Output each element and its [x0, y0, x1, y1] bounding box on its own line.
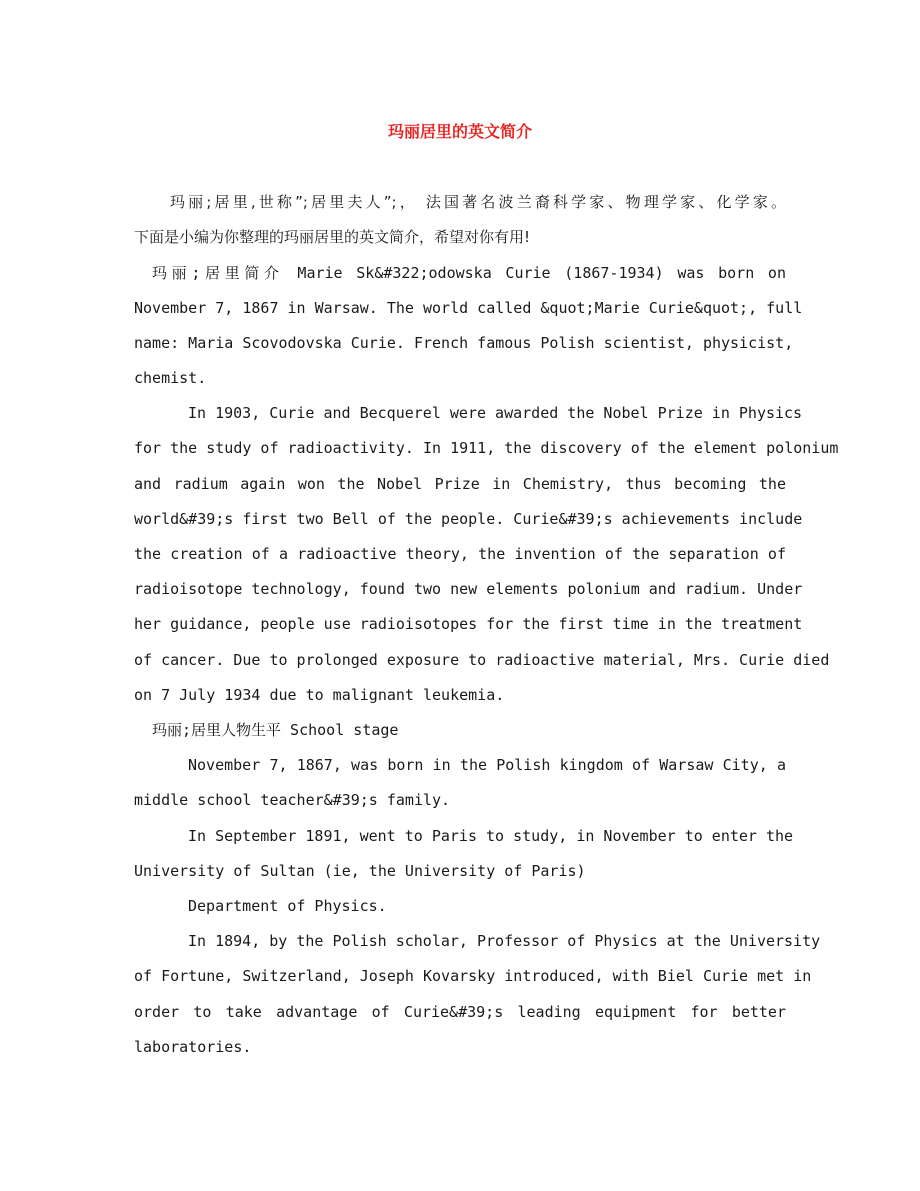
paragraph-line: world&#39;s first two Bell of the people. Curie&#39;s achievements include: [134, 510, 803, 528]
paragraph-line: In 1903, Curie and Becquerel were awarded the Nobel Prize in Physics: [188, 404, 803, 422]
paragraph-line: for the study of radioactivity. In 1911, the discovery of the element polonium: [134, 439, 839, 457]
paragraph-line: name: Maria Scovodovska Curie. French famous Polish scientist, physicist,: [134, 334, 794, 352]
section-heading-line: 玛丽;居里人物生平 School stage: [152, 721, 399, 739]
paragraph-line: November 7, 1867 in Warsaw. The world called &quot;Marie Curie&quot;, full: [134, 299, 803, 317]
paragraph-line: of cancer. Due to prolonged exposure to radioactive material, Mrs. Curie died: [134, 651, 830, 669]
paragraph-line: In September 1891, went to Paris to study, in November to enter the: [188, 827, 794, 845]
paragraph-line: of Fortune, Switzerland, Joseph Kovarsky introduced, with Biel Curie met in: [134, 967, 812, 985]
paragraph-line: laboratories.: [134, 1038, 252, 1056]
paragraph-line: order to take advantage of Curie&#39;s leading equipment for better: [134, 1003, 786, 1021]
paragraph-line: 下面是小编为你整理的玛丽居里的英文简介，希望对你有用!: [134, 228, 531, 246]
paragraph-line: the creation of a radioactive theory, the invention of the separation of: [134, 545, 786, 563]
paragraph-line: chemist.: [134, 369, 207, 387]
page-title: 玛丽居里的英文简介: [387, 122, 532, 141]
paragraph-line: radioisotope technology, found two new elements polonium and radium. Under: [134, 580, 803, 598]
paragraph-line: November 7, 1867, was born in the Polish kingdom of Warsaw City, a: [188, 756, 786, 774]
paragraph-line: middle school teacher&#39;s family.: [134, 791, 451, 809]
paragraph-line: University of Sultan (ie, the University of Paris): [134, 862, 586, 880]
paragraph-line: 玛丽;居里,世称”;居里夫人”;， 法国著名波兰裔科学家、物理学家、化学家。: [170, 193, 786, 211]
paragraph-line: Department of Physics.: [188, 897, 387, 915]
paragraph-line: In 1894, by the Polish scholar, Professor of Physics at the University: [188, 932, 821, 950]
paragraph-line: her guidance, people use radioisotopes for the first time in the treatment: [134, 615, 803, 633]
paragraph-line: and radium again won the Nobel Prize in Chemistry, thus becoming the: [134, 475, 786, 493]
paragraph-line: 玛丽;居里简介 Marie Sk&#322;odowska Curie (1867-1934) was born on: [152, 264, 786, 282]
paragraph-line: on 7 July 1934 due to malignant leukemia.: [134, 686, 505, 704]
